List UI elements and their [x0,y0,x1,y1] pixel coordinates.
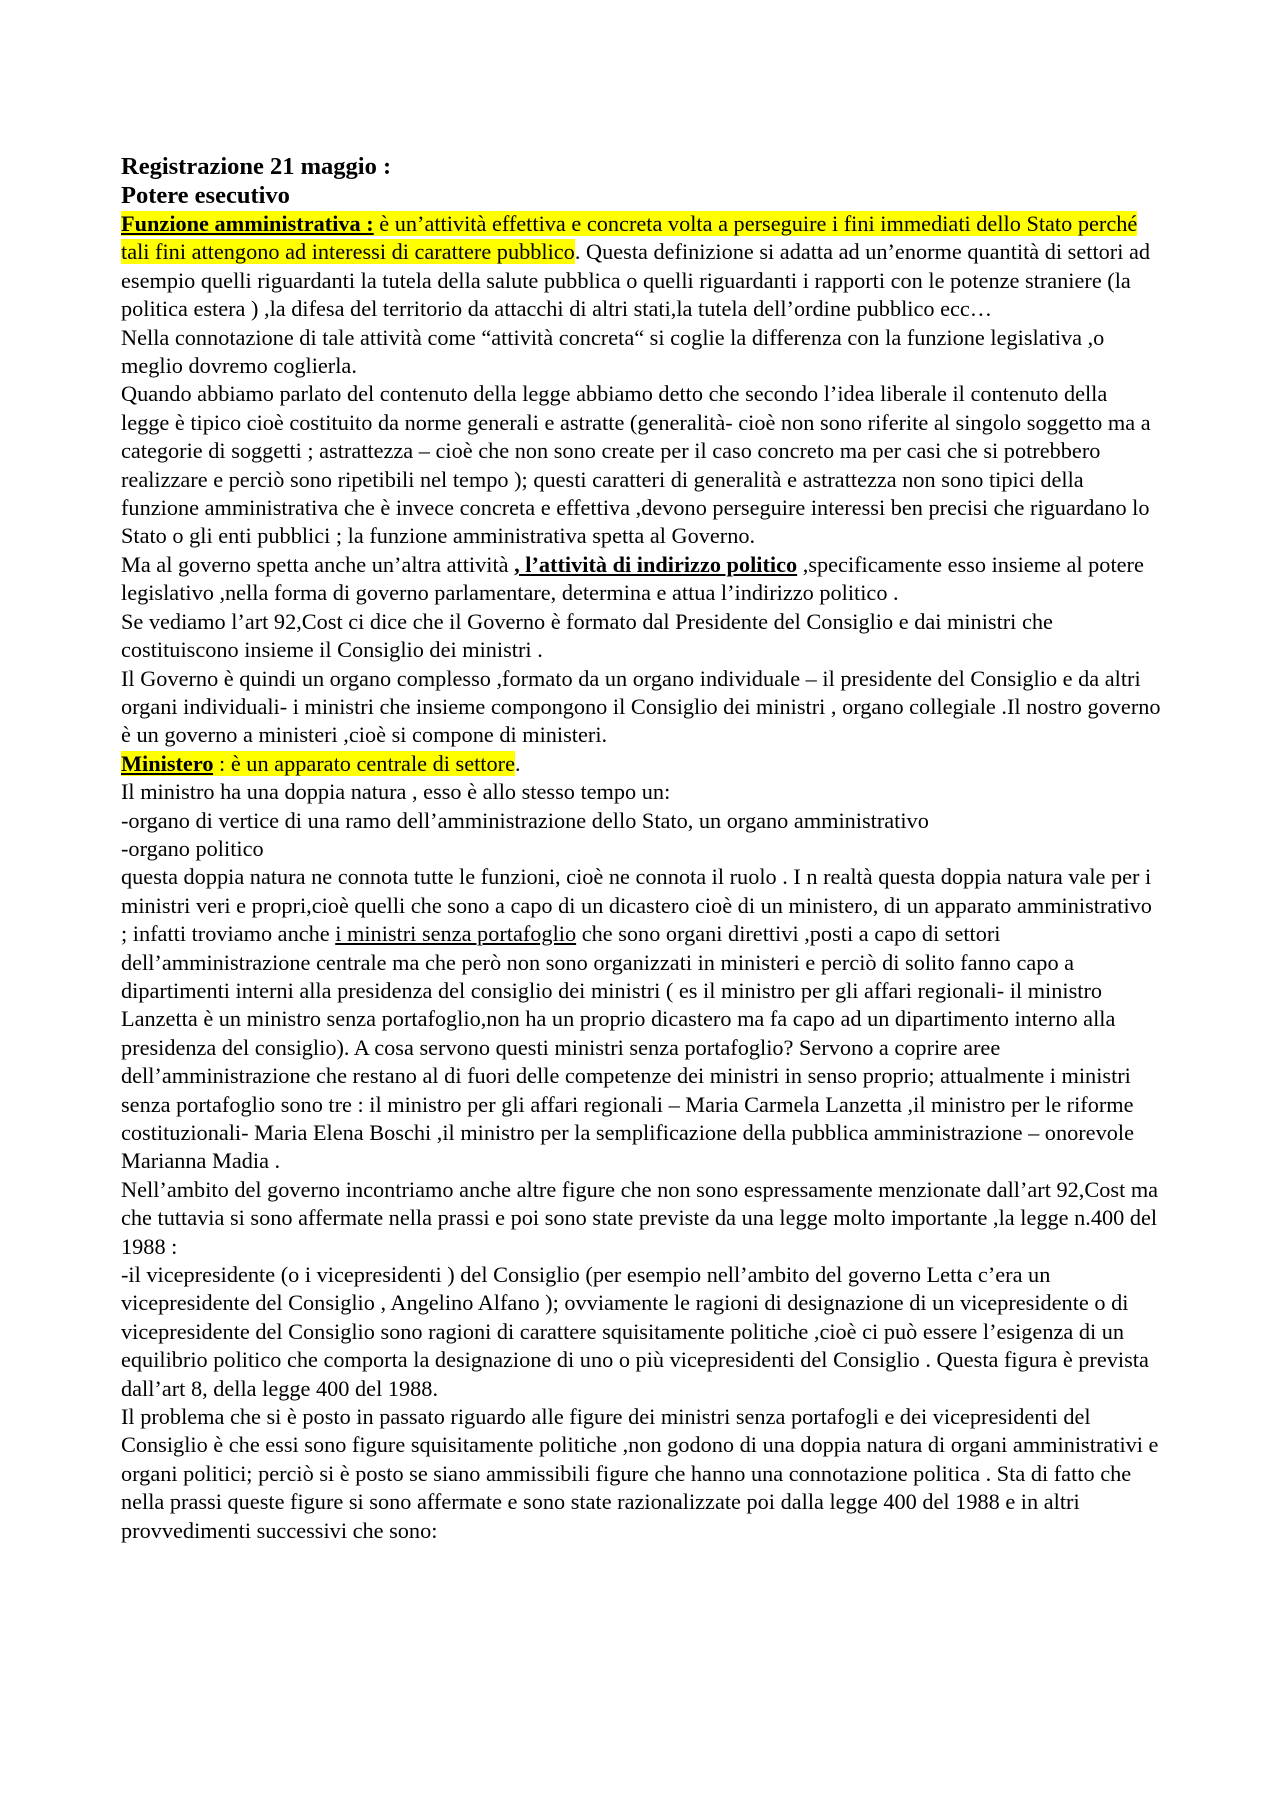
paragraph-text: ,specificamente esso insieme al potere legislativo ,nella forma di governo parlamentare, determina e attua l’indirizzo politico . [121,551,1144,606]
list-item-vicepresidente: -il vicepresidente (o i vicepresidenti ) del Consiglio (per esempio nell’ambito del governo Letta c’era un vicepresidente del Consiglio , Angelino Alfano ); ovviamente le ragioni di designazione di un vicepresidente o di vicepresidente del Consiglio sono ragioni di carattere squisitamente politiche ,cioè ci può essere l’esigenza di un equilibrio politico che comporta la designazione di uno o più vicepresidenti del Consiglio . Questa figura è prevista dall’art 8, della legge 400 del 1988. [121,1262,1149,1401]
section-heading: Potere esecutivo [121,182,290,209]
document-heading: Registrazione 21 maggio : [121,153,392,180]
paragraph-text: . Questa definizione si adatta ad un’enorme quantità di settori ad esempio quelli riguardanti la tutela della salute pubblica o quelli riguardanti i rapporti con le potenze straniere (la politica estera ) ,la difesa del territorio da attacchi di altri stati,la tutela dell’ordine pubblico ecc… [121,239,1151,322]
paragraph-funzione-amministrativa [121,210,1161,324]
paragraph-text: . [514,750,521,776]
paragraph-connotazione: Nella connotazione di tale attività come “attività concreta“ si coglie la differenza con la funzione legislativa ,o meglio dovremo coglierla. [121,324,1105,379]
paragraph-text: Ma al governo spetta anche un’altra attività [121,551,515,577]
term-indirizzo-politico: , l’attività di indirizzo politico [514,551,798,577]
highlighted-definition: è un’attività effettiva e concreta volta a perseguire i fini immediati dello Stato perché tali fini attengono ad interessi di carattere pubblico [121,211,1138,265]
paragraph-text: che sono organi direttivi ,posti a capo di settori dell’amministrazione centrale ma che però non sono organizzati in ministeri e perciò di solito fanno capo a dipartimenti interni alla presidenza del consiglio dei ministri ( es il ministro per gli affari regionali- il ministro Lanzetta è un ministro senza portafoglio,non ha un proprio dicastero ma fa capo ad un dipartimento interno alla presidenza del consiglio). A cosa servono questi ministri senza portafoglio? Servono a coprire aree dell’amministrazione che restano al di fuori delle competenze dei ministri in senso proprio; attualmente i ministri senza portafoglio sono tre : il ministro per gli affari regionali – Maria Carmela Lanzetta ,il ministro per le riforme costituzionali- Maria Elena Boschi ,il ministro per la semplificazione della pubblica amministrazione – onorevole Marianna Madia . [121,921,1134,1174]
list-item-organo-politico: -organo politico [121,835,264,861]
paragraph-altre-figure: Nell’ambito del governo incontriamo anche altre figure che non sono espressamente menzionate dall’art 92,Cost ma che tuttavia si sono affermate nella prassi e poi sono state previste da una legge molto importante ,la legge n.400 del 1988 : [121,1176,1159,1259]
paragraph-contenuto-legge: Quando abbiamo parlato del contenuto della legge abbiamo detto che secondo l’idea liberale il contenuto della legge è tipico cioè costituito da norme generali e astratte (generalità- cioè non sono riferite al singolo soggetto ma a categorie di soggetti ; astrattezza – cioè che non sono create per il caso concreto ma per casi che si potrebbero realizzare e perciò sono ripetibili nel tempo ); questi caratteri di generalità e astrattezza non sono tipici della funzione amministrativa che è invece concreta e effettiva ,devono perseguire interessi ben precisi che riguardano lo Stato o gli enti pubblici ; la funzione amministrativa spetta al Governo. [121,381,1151,549]
paragraph-ministero [121,750,1161,778]
list-item-organo-vertice: -organo di vertice di una ramo dell’amministrazione dello Stato, un organo amministrativo [121,807,929,833]
paragraph-ministri-senza-portafoglio [121,863,1161,1175]
paragraph-art-92: Se vediamo l’art 92,Cost ci dice che il Governo è formato dal Presidente del Consiglio e dai ministri che costituiscono insieme il Consiglio dei ministri . [121,608,1053,663]
term-funzione-amministrativa: Funzione amministrativa : [121,211,374,236]
paragraph-organo-complesso: Il Governo è quindi un organo complesso ,formato da un organo individuale – il presidente del Consiglio e da altri organi individuali- i ministri che insieme compongono il Consiglio dei ministri , organo collegiale .Il nostro governo è un governo a ministeri ,cioè si compone di ministeri. [121,665,1161,748]
paragraph-doppia-natura: Il ministro ha una doppia natura , esso è allo stesso tempo un: [121,779,671,805]
paragraph-text: questa doppia natura ne connota tutte le funzioni, cioè ne connota il ruolo . I n realtà questa doppia natura vale per i ministri veri e propri,cioè quelli che sono a capo di un dicastero cioè di un ministero, di un apparato amministrativo ; infatti troviamo anche [121,864,1152,947]
term-ministri-senza-portafoglio: i ministri senza portafoglio [335,921,577,947]
document-page [121,152,1161,1545]
term-ministero: Ministero [121,750,214,776]
paragraph-indirizzo-politico [121,551,1161,608]
highlighted-definition: : è un apparato centrale di settore [213,750,515,776]
paragraph-problema: Il problema che si è posto in passato riguardo alle figure dei ministri senza portafogli e dei vicepresidenti del Consiglio è che essi sono figure squisitamente politiche ,non godono di una doppia natura di organi amministrativi e organi politici; perciò si è posto se siano ammissibili figure che hanno una connotazione politica . Sta di fatto che nella prassi queste figure si sono affermate e sono state razionalizzate poi dalla legge 400 del 1988 e in altri provvedimenti successivi che sono: [121,1404,1159,1543]
